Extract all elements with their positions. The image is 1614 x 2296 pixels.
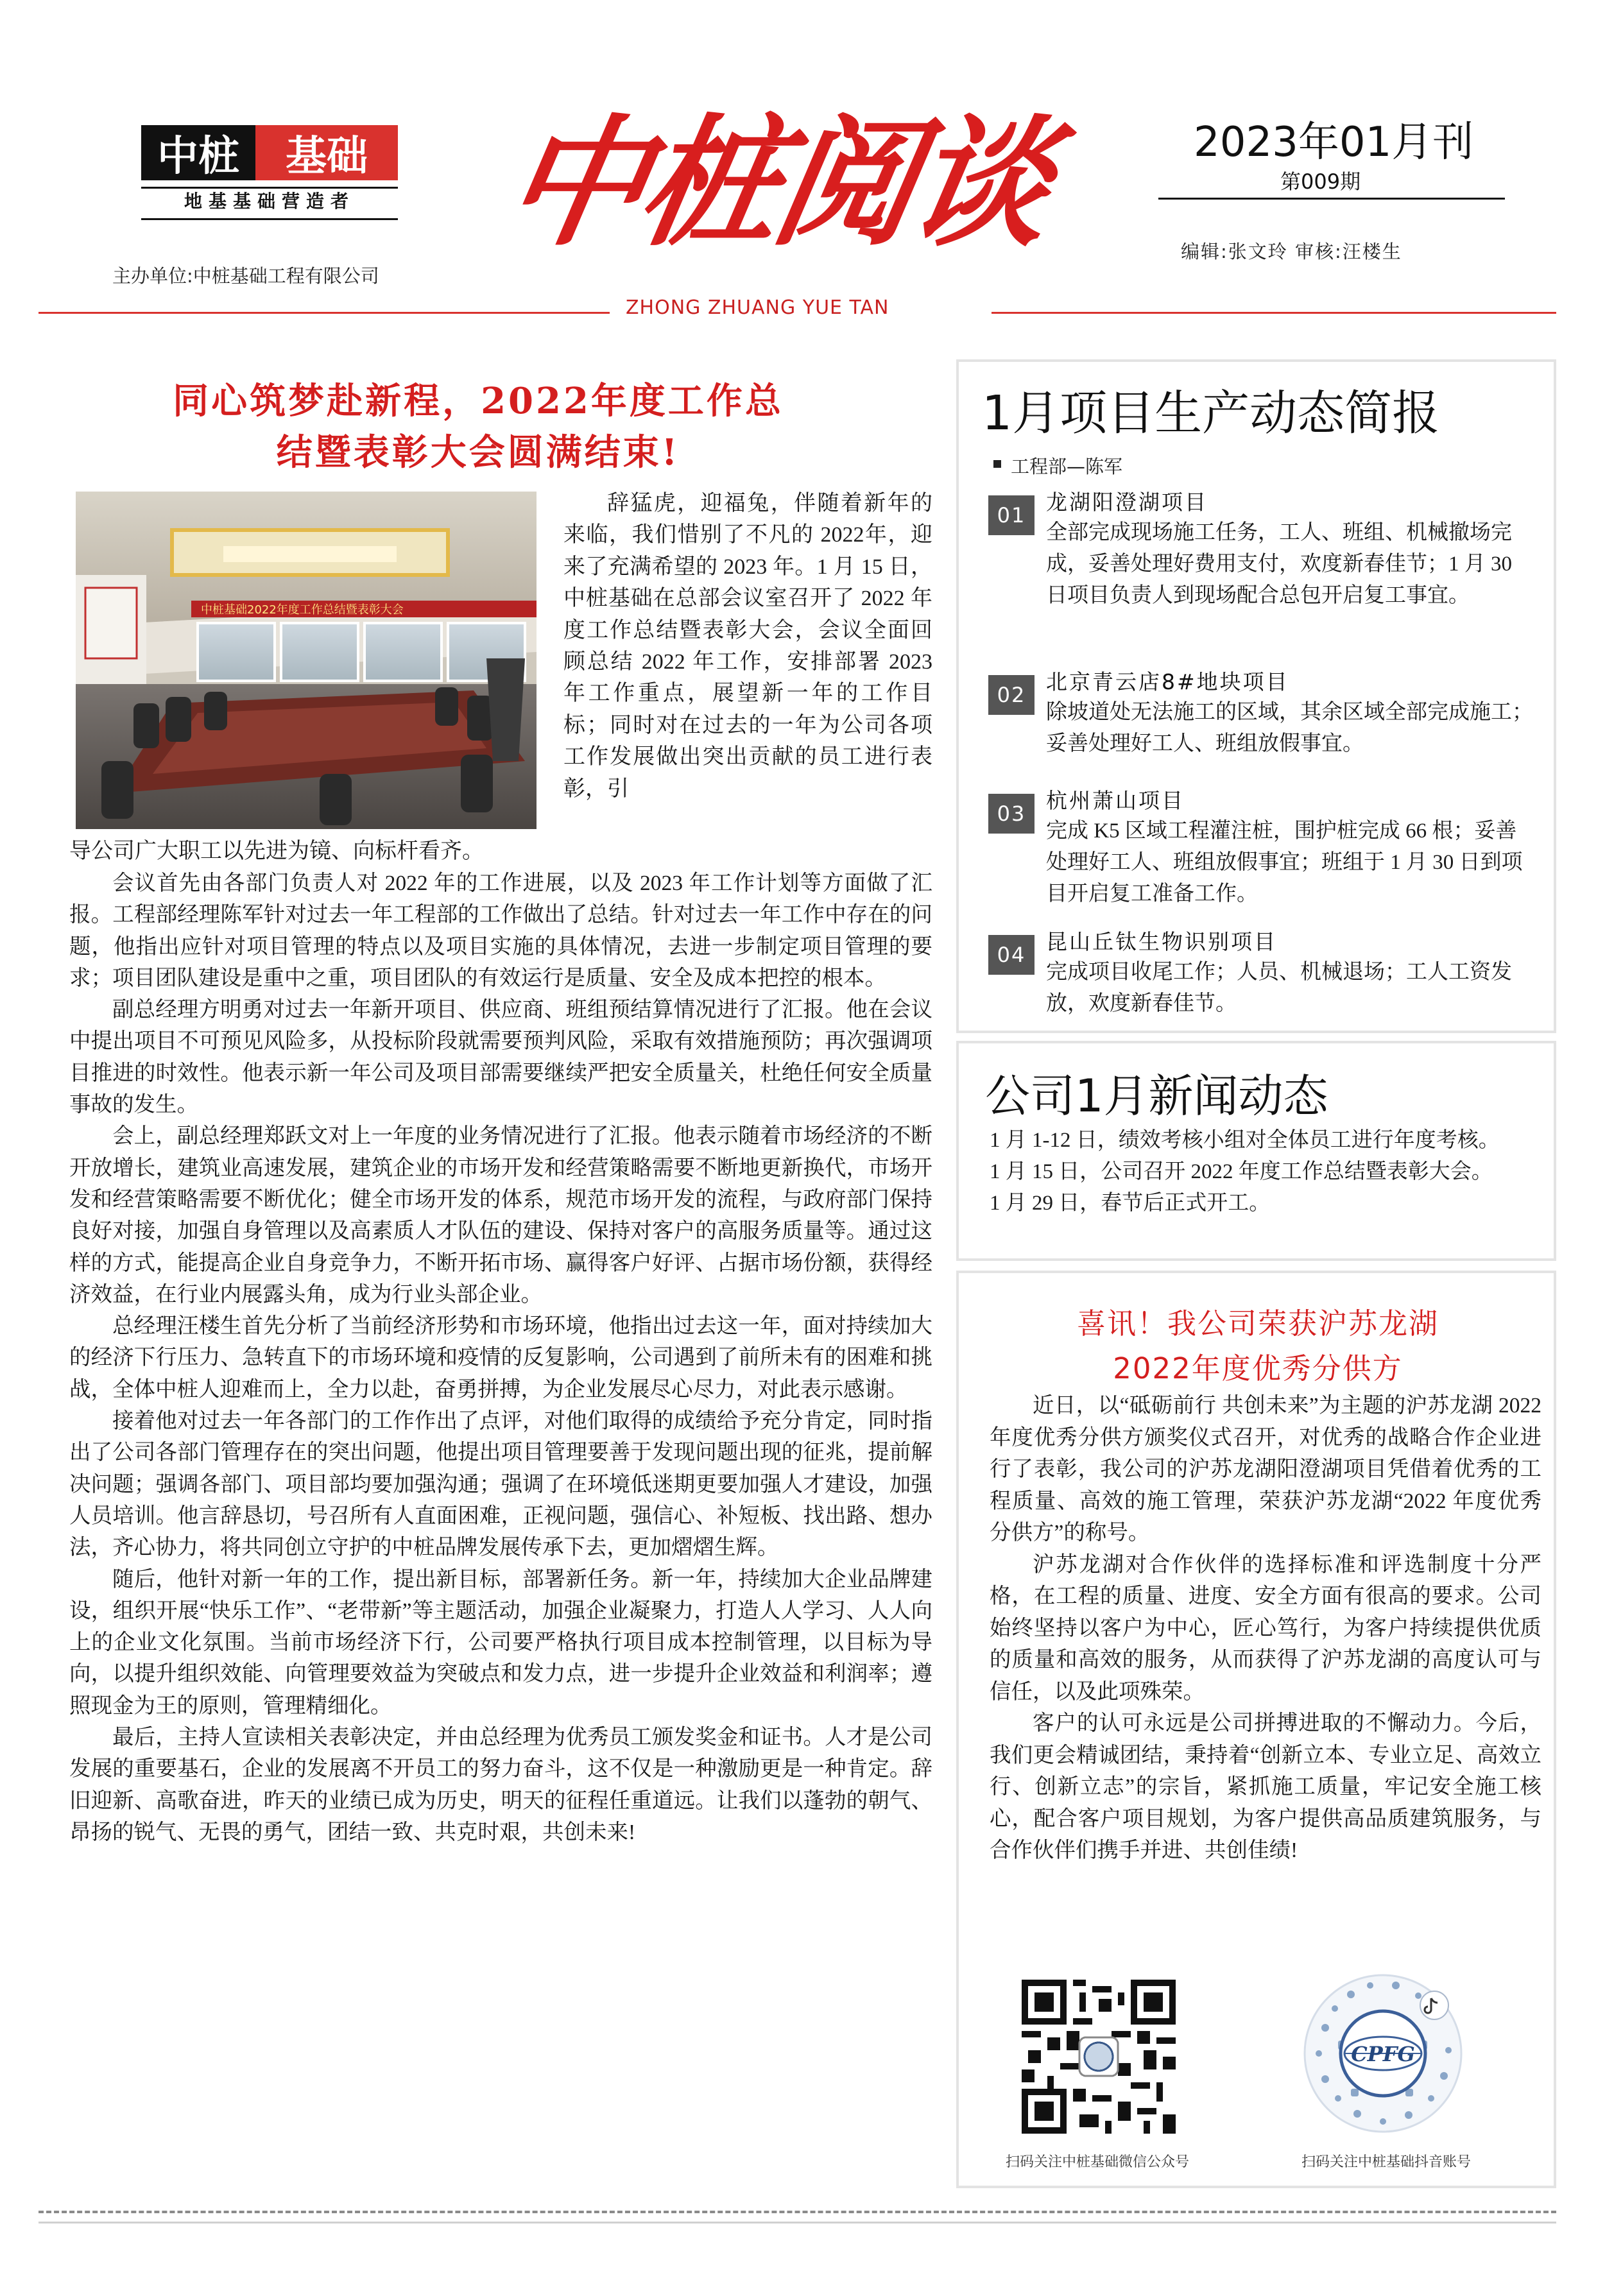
award-title (963, 1301, 1553, 1391)
sponsor-line: 主办单位:中桩基础工程有限公司 (112, 265, 379, 287)
project-item-04 (988, 927, 1534, 1030)
project-desc: 完成 K5 区域工程灌注桩，围护桩完成 66 根；妥善处理好工人、班组放假事宜；班组于 1 月 30 日到项目开启复工准备工作。 (1046, 819, 1523, 905)
award-title-line2: 2022年度优秀分供方 (1113, 1351, 1403, 1385)
logo-slogan: 地基基础营造者 (141, 187, 398, 220)
footer-rule (39, 2222, 1556, 2223)
project-desc: 全部完成现场施工任务，工人、班组、机械撤场完成，妥善处理好费用支付，欢度新春佳节；1 月 30 日项目负责人到现场配合总包开启复工事宜。 (1046, 521, 1512, 607)
wechat-qr-code[interactable] (1022, 1980, 1176, 2134)
newsletter-title (492, 77, 1061, 289)
main-title-line1: 同心筑梦赴新程，2022年度工作总 (173, 380, 784, 422)
award-paragraph: 客户的认可永远是公司拼搏进取的不懈动力。今后，我们更会精诚团结，秉持着“创新立本、专业立足、高效立行、创新立志”的宗旨，紧抓施工质量，牢记安全施工核心，配合客户项目规划，为客户提供高品质建筑服务，与合作伙伴们携手并进、共创佳绩! (990, 1711, 1541, 1862)
article-paragraph: 会上，副总经理郑跃文对上一年度的业务情况进行了汇报。他表示随着市场经济的不断开放增长，建筑业高速发展，建筑企业的市场开发和经营策略需要不断地更新换代，市场开发和经营策略需要不断优化；健全市场开发的体系，规范市场开发的流程，与政府部门保持良好对接，加强自身管理以及高素质人才队伍的建设、保持对客户的高服务质量等。通过这样的方式，能提高企业自身竞争力，不断开拓市场、赢得客户好评、占据市场份额，获得经济效益，在行业内展露头角，成为行业头部企业。 (69, 1124, 932, 1306)
project-name: 杭州萧山项目 (1046, 788, 1185, 813)
photo-banner-text: 中桩基础2022年度工作总结暨表彰大会 (201, 603, 404, 617)
award-body (990, 1390, 1541, 1867)
main-title-line2: 结暨表彰大会圆满结束! (276, 431, 680, 474)
project-number-badge: 04 (988, 935, 1035, 975)
company-logo (141, 125, 398, 221)
news-item: 1 月 1-12 日，绩效考核小组对全体员工进行年度考核。 (990, 1129, 1500, 1152)
article-paragraph: 接着他对过去一年各部门的工作作出了点评，对他们取得的成绩给予充分肯定，同时指出了公司各部门管理存在的突出问题，他提出项目管理要善于发现问题出现的征兆，提前解决问题；强调各部门、项目部均要加强沟通；强调了在环境低迷期更要加强人才建设，加强人员培训。他言辞恳切，号召所有人直面困难，正视问题，强信心、补短板、找出路、想办法，齐心协力，将共同创立守护的中桩品牌发展传承下去，更加熠熠生辉。 (69, 1409, 932, 1560)
news-item: 1 月 29 日，春节后正式开工。 (990, 1192, 1271, 1215)
article-paragraph: 最后，主持人宣读相关表彰决定，并由总经理为优秀员工颁发奖金和证书。人才是公司发展的重要基石，企业的发展离不开员工的努力奋斗，这不仅是一种激励更是一种肯定。辞旧迎新、高歌奋进，昨天的业绩已成为历史，明天的征程任重道远。让我们以蓬勃的朝气、昂扬的锐气、无畏的勇气，团结一致、共克时艰，共创未来! (69, 1726, 932, 1844)
projects-dept: 工程部—陈军 (1011, 456, 1123, 477)
project-number-badge: 02 (988, 675, 1035, 715)
project-name: 昆山丘钛生物识别项目 (1046, 929, 1277, 954)
project-name: 龙湖阳澄湖项目 (1046, 490, 1208, 515)
cpfg-badge-text: CPFG (1351, 2042, 1415, 2066)
logo-left-text: 中桩 (141, 125, 255, 180)
award-title-line1: 喜讯！我公司荣获沪苏龙湖 (1076, 1306, 1439, 1341)
news-list (990, 1125, 1541, 1219)
project-desc: 完成项目收尾工作；人员、机械退场；工人工资发放，欢度新春佳节。 (1046, 961, 1512, 1015)
article-paragraph: 随后，他针对新一年的工作，提出新目标，部署新任务。新一年，持续加大企业品牌建设，组织开展“快乐工作”、“老带新”等主题活动，加强企业凝聚力，打造人人学习、人人向上的企业文化氛围。当前市场经济下行，公司要严格执行项目成本控制管理，以目标为导向，以提升组织效能、向管理要效益为突破点和发力点，进一步提升企业效益和利润率；遵照现金为王的原则，管理精细化。 (69, 1567, 932, 1718)
project-number-badge: 03 (988, 794, 1035, 834)
article-paragraph: 总经理汪楼生首先分析了当前经济形势和市场环境，他指出过去这一年，面对持续加大的经济下行压力、急转直下的市场环境和疫情的反复影响，公司遇到了前所未有的困难和挑战，全体中桩人迎难而上，全力以赴，奋勇拼搏，为企业发展尽心尽力，对此表示感谢。 (69, 1314, 932, 1401)
main-article-body (69, 868, 932, 1848)
article-paragraph: 会议首先由各部门负责人对 2022 年的工作进展，以及 2023 年工作计划等方面做了汇报。工程部经理陈军针对过去一年工程部的工作做出了总结。针对过去一年工作中存在的问题，他指出应针对项目管理的特点以及项目实施的具体情况，去进一步制定项目管理的要求；项目团队建设是重中之重，项目团队的有效运行是质量、安全及成本把控的根本。 (69, 871, 932, 990)
issue-date: 2023年01月刊 (1194, 119, 1474, 166)
douyin-qr-code[interactable] (1300, 1970, 1466, 2137)
logo-right-text: 基础 (255, 125, 398, 180)
project-name: 北京青云店8#地块项目 (1046, 669, 1289, 694)
main-article-lead-tail: 导公司广大职工以先进为镜、向标杆看齐。 (69, 839, 484, 863)
douyin-qr-caption: 扫码关注中桩基础抖音账号 (1301, 2154, 1471, 2170)
award-paragraph: 近日，以“砥砺前行 共创未来”为主题的沪苏龙湖 2022 年度优秀分供方颁奖仪式召开，对优秀的战略合作企业进行了表彰，我公司的沪苏龙湖阳澄湖项目凭借着优秀的工程质量、高效的施工管理，荣获沪苏龙湖“2022 年度优秀分供方”的称号。 (990, 1394, 1541, 1545)
issue-number: 第009期 (1280, 169, 1361, 194)
project-item-02 (988, 667, 1534, 770)
project-item-03 (988, 786, 1534, 914)
issue-divider (1158, 198, 1505, 200)
news-item: 1 月 15 日，公司召开 2022 年度工作总结暨表彰大会。 (990, 1160, 1493, 1183)
masthead-rule-left (39, 312, 610, 314)
news-section-title: 公司1月新闻动态 (985, 1070, 1328, 1122)
square-bullet-icon (993, 460, 1001, 468)
meeting-photo (76, 492, 537, 829)
main-article-lead: 辞猛虎，迎福兔，伴随着新年的来临，我们惜别了不凡的 2022年，迎来了充满希望的 2023 年。1 月 15 日，中桩基础在总部会议室召开了 2022 年度工作总结暨表彰大会，会议全面回顾总结 2022 年工作，安排部署 2023 年工作重点，展望新一年的工作目标；同时对在过去的一年为公司各项工作发展做出突出贡献的员工进行表彰，引 (563, 492, 932, 801)
newsletter-title-text: 中桩阅谈 (492, 101, 1061, 265)
article-paragraph: 副总经理方明勇对过去一年新开项目、供应商、班组预结算情况进行了汇报。他在会议中提出项目不可预见风险多，从投标阶段就需要预判风险，采取有效措施预防；再次强调项目推进的时效性。他表示新一年公司及项目部需要继续严把安全质量关，杜绝任何安全质量事故的发生。 (69, 998, 932, 1117)
projects-section-title: 1月项目生产动态简报 (982, 386, 1440, 441)
main-article-title (64, 375, 892, 478)
project-item-01 (988, 488, 1534, 648)
editor-line: 编辑:张文玲 审核:汪楼生 (1181, 241, 1402, 262)
footer-dashed-rule (39, 2211, 1556, 2213)
wechat-qr-caption: 扫码关注中桩基础微信公众号 (1005, 2154, 1189, 2170)
masthead-rule-right (992, 312, 1556, 314)
newsletter-pinyin: ZHONG ZHUANG YUE TAN (626, 296, 889, 319)
project-number-badge: 01 (988, 495, 1035, 535)
award-paragraph: 沪苏龙湖对合作伙伴的选择标准和评选制度十分严格，在工程的质量、进度、安全方面有很高的要求。公司始终坚持以客户为中心，匠心笃行，为客户持续提供优质的质量和高效的服务，从而获得了沪苏龙湖的高度认可与信任，以及此项殊荣。 (990, 1552, 1541, 1704)
project-desc: 除坡道处无法施工的区域，其余区域全部完成施工；妥善处理好工人、班组放假事宜。 (1046, 701, 1533, 755)
